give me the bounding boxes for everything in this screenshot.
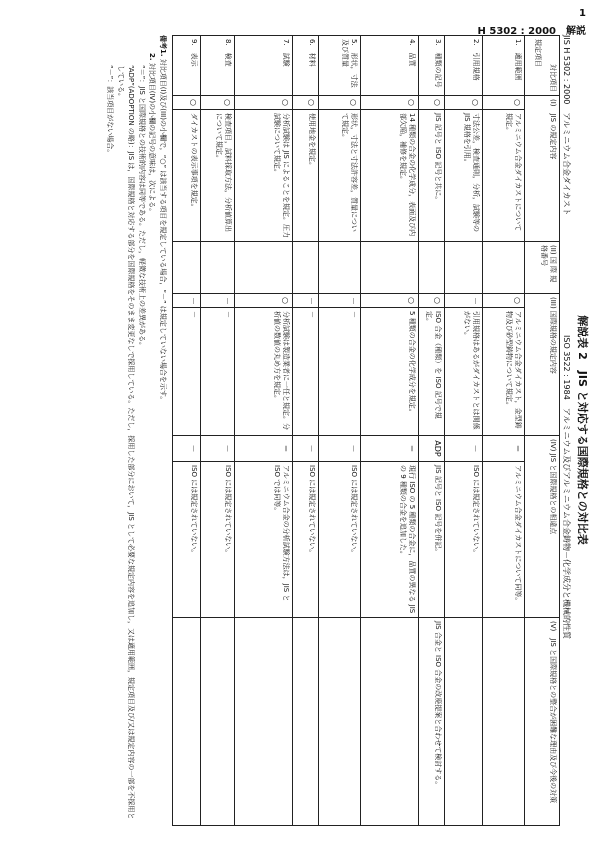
difference-content: 現行 ISO の 5 種類の合金に，品質の異なる JIS の 9 種類の合金を追加した。: [361, 462, 419, 618]
measures-content: [483, 618, 525, 826]
header-measures: (V) JIS と国際規格との整合が困難な理由及び今後の対策: [525, 618, 560, 826]
iso-content: アルミニウム合金ダイカスト，金型鋳物及び砂型鋳物について規定。: [483, 308, 525, 436]
jis-mark: ○: [293, 96, 319, 110]
rotated-content: [50, 35, 590, 825]
measures-content: [293, 618, 319, 826]
measures-content: [173, 618, 201, 826]
page-number: 1: [579, 8, 586, 19]
jis-content: ダイカストの表示事項を規定。: [173, 110, 201, 242]
header-kitei-label: 規定項目: [533, 39, 542, 67]
iso-content: －: [173, 308, 201, 436]
measures-content: [445, 618, 483, 826]
diff-mark: ＝: [361, 436, 419, 462]
notes-label: 備考1.: [159, 35, 167, 57]
header-row: [525, 36, 560, 826]
diff-mark: －: [173, 436, 201, 462]
iso-content: ISO 合金（種類）を ISO 記号で規定。: [419, 308, 445, 436]
iso-mark: ○: [361, 294, 419, 308]
notes: [105, 35, 168, 825]
note-2: 対比項目(IV)の小欄の記号の意味は，次による。: [148, 62, 157, 216]
row-item: 3. 種類の記号: [419, 36, 445, 96]
table-row: [201, 36, 235, 826]
header-iso-content: (III) 国際規格の規定内容: [525, 294, 560, 436]
iso-number-cell: [419, 242, 445, 294]
difference-content: ISO には規定されていない。: [293, 462, 319, 618]
iso-number-cell: [201, 242, 235, 294]
table-row: [361, 36, 419, 826]
standards-line: [560, 35, 574, 825]
notes-label-2: 2.: [148, 53, 157, 61]
comparison-table: [172, 35, 560, 826]
diff-mark: －: [293, 436, 319, 462]
header-iso-number: (II) 国 際 規 格番号: [525, 242, 560, 294]
jis-mark: ○: [201, 96, 235, 110]
jis-mark: ○: [173, 96, 201, 110]
iso-mark: －: [293, 294, 319, 308]
row-item: 5. 形状，寸法及び質量: [319, 36, 361, 96]
iso-number-cell: [173, 242, 201, 294]
note-4: “ADP”(ADOPTION の略)：JIS は，国際規格と対応する部分を国際規格をそのまま変更なしで採用している。ただし，採用した部分において，JIS として必要な規定内容を追加し，又は適用範囲，規定項目及び/又は規定内容の一部を不採用としている。: [117, 65, 136, 820]
row-item: 9. 表示: [173, 36, 201, 96]
row-item: 8. 検査: [201, 36, 235, 96]
note-3: “＝”：JIS と国際規格との技術的内容は同等である。ただし，軽微な技術上の差異がある。: [138, 65, 146, 350]
difference-content: ISO には規定されていない。: [201, 462, 235, 618]
jis-content: 形状，寸法と寸法許容差，質量について規定。: [319, 110, 361, 242]
jis-mark: ○: [419, 96, 445, 110]
iso-content: －: [293, 308, 319, 436]
jis-content: 分析試験は JIS によることを規定。圧力試験について規定。: [235, 110, 293, 242]
note-5: “－”：該当項目がない場合。: [106, 65, 115, 157]
measures-content: [361, 618, 419, 826]
iso-content: 分析試験は製造業者に一任と規定。分析値の数値の丸め方を規定。: [235, 308, 293, 436]
difference-content: JIS 記号と ISO 記号を併記。: [419, 462, 445, 618]
measures-content: JIS 合金と ISO 合金の改廃提案と合わせて検討する。: [419, 618, 445, 826]
diff-mark: ＝: [235, 436, 293, 462]
iso-content: －: [319, 308, 361, 436]
iso-mark: ○: [235, 294, 293, 308]
row-item: 7. 試験: [235, 36, 293, 96]
jis-content: アルミニウム合金ダイカストについて規定。: [483, 110, 525, 242]
iso-number-cell: [483, 242, 525, 294]
note-1: 対比項目(I)及び(III)の小欄で，“○” は該当する項目を規定している場合，“－” は規定していない場合を示す。: [159, 58, 167, 404]
jis-standard-title: JIS H 5302 : 2000 アルミニウム合金ダイカスト: [562, 35, 571, 216]
jis-mark: ○: [235, 96, 293, 110]
jis-content: 検査項目，試料採取方法，分析値算出について規定。: [201, 110, 235, 242]
row-item: 6. 材料: [293, 36, 319, 96]
iso-content: 5 種類の合金の化学成分を規定。: [361, 308, 419, 436]
table-row: [319, 36, 361, 826]
table-caption: 解説表 2 JIS と対応する国際規格との対比表: [576, 315, 589, 545]
difference-content: ISO には規定されていない。: [445, 462, 483, 618]
iso-content: 引用規格はあるがダイカストとは関係がない。: [445, 308, 483, 436]
table-row: [483, 36, 525, 826]
iso-mark: －: [201, 294, 235, 308]
header-taihi-label: 対比項目: [549, 64, 557, 92]
jis-mark: ○: [361, 96, 419, 110]
iso-mark: －: [319, 294, 361, 308]
iso-standard-title: ISO 3522 : 1984 アルミニウム及びアルミニウム合金鋳物－化学成分と機械的性質: [562, 335, 571, 639]
measures-content: [235, 618, 293, 826]
jis-mark: ○: [445, 96, 483, 110]
table-row: [235, 36, 293, 826]
iso-mark: －: [445, 294, 483, 308]
document-id: H 5302 : 2000 解説: [477, 26, 586, 37]
jis-content: 使用地金を規定。: [293, 110, 319, 242]
jis-content: JIS 記号と ISO 記号と共に。: [419, 110, 445, 242]
diff-mark: －: [445, 436, 483, 462]
difference-content: アルミニウム合金の分析試験方法は，JIS と ISO では同等。: [235, 462, 293, 618]
iso-mark: ○: [419, 294, 445, 308]
measures-content: [201, 618, 235, 826]
measures-content: [319, 618, 361, 826]
header-jis: (I) JIS の規定内容: [525, 96, 560, 242]
diff-mark: －: [319, 436, 361, 462]
iso-number-cell: [445, 242, 483, 294]
diff-mark: ADP: [419, 436, 445, 462]
table-row: [419, 36, 445, 826]
jis-mark: ○: [483, 96, 525, 110]
iso-mark: ○: [483, 294, 525, 308]
diff-mark: ＝: [483, 436, 525, 462]
row-item: 1. 適用範囲: [483, 36, 525, 96]
row-item: 4. 品質: [361, 36, 419, 96]
table-row: [173, 36, 201, 826]
header-taihi: [525, 36, 560, 96]
table-row: [445, 36, 483, 826]
iso-number-cell: [235, 242, 293, 294]
iso-number-cell: [293, 242, 319, 294]
jis-content: 寸法公差，検査通則，分析，試験等の JIS 規格を引用。: [445, 110, 483, 242]
table-row: [293, 36, 319, 826]
diff-mark: －: [201, 436, 235, 462]
iso-number-cell: [361, 242, 419, 294]
difference-content: ISO には規定されていない。: [319, 462, 361, 618]
row-item: 2. 引用規格: [445, 36, 483, 96]
difference-content: ISO には規定されていない。: [173, 462, 201, 618]
iso-mark: －: [173, 294, 201, 308]
difference-content: アルミニウム合金ダイカストについて同等。: [483, 462, 525, 618]
jis-content: 14 種類の合金の化学成分，表面及び内部欠陥，補修を規定。: [361, 110, 419, 242]
iso-content: －: [201, 308, 235, 436]
iso-number-cell: [319, 242, 361, 294]
jis-mark: ○: [319, 96, 361, 110]
header-difference: (IV) JIS と国際規格との相違点: [525, 436, 560, 618]
